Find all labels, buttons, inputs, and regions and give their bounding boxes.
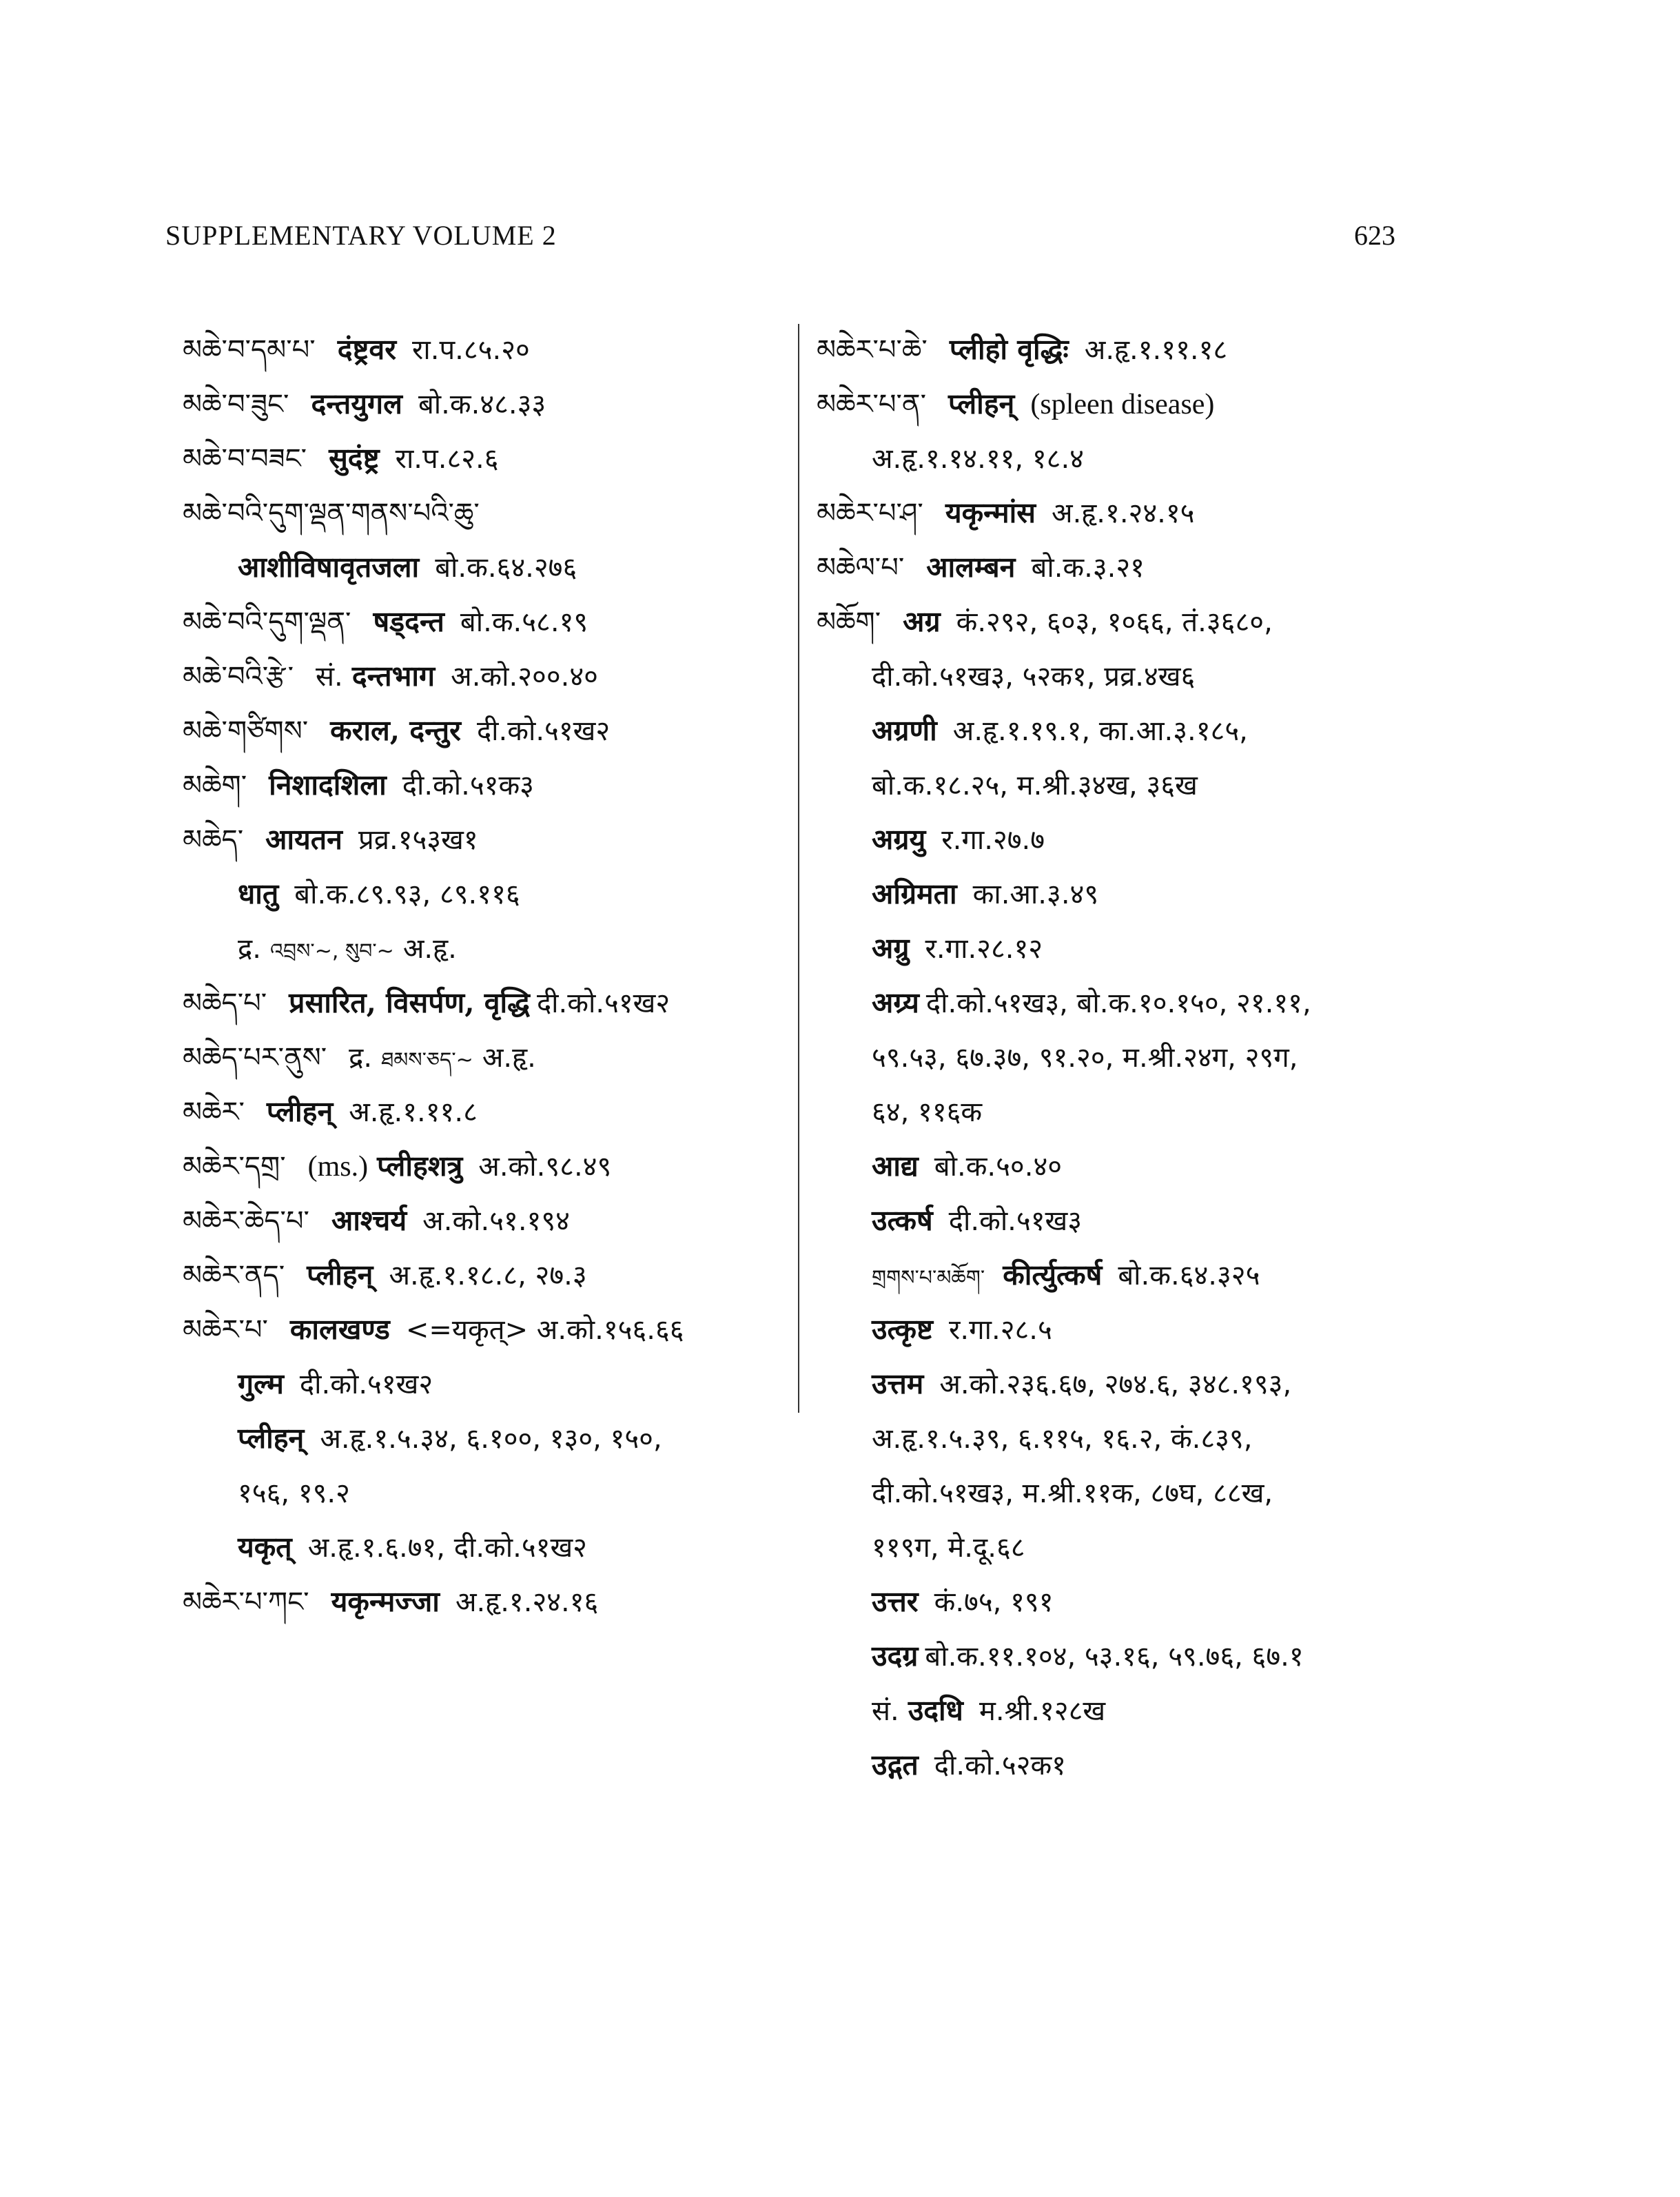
- tibetan-headword: མཆེ་བའི་རྩེ་: [183, 661, 294, 693]
- source-reference: रा.प.८२.६: [395, 443, 499, 475]
- entry: [817, 377, 1437, 431]
- source-reference: ११९ग, मे.दू.६८: [872, 1532, 1025, 1564]
- entry-continuation: [817, 649, 1437, 704]
- tibetan-headword: མཆེ་བའི་དུག་ལྡན་གནས་པའི་ཆུ་: [183, 498, 480, 529]
- entry-continuation: [817, 976, 1437, 1030]
- source-reference: प्रव्र.१५३ख१: [358, 824, 478, 856]
- source-reference: बो.क.३.२१: [1031, 552, 1145, 584]
- tibetan-headword: མཆེར་དགྲ་: [183, 1151, 286, 1183]
- entry-continuation: [817, 921, 1437, 976]
- source-reference: ६४, ११६क: [872, 1096, 983, 1128]
- entry-continuation: [183, 1411, 803, 1466]
- entry-continuation: [183, 540, 803, 595]
- source-reference: अ.हृ.१.१४.११, १८.४: [872, 443, 1084, 475]
- tibetan-crossref: ཐམས་ཅད་~: [381, 1048, 473, 1072]
- abbreviation: द्र.: [238, 933, 261, 965]
- source-reference: अ.हृ.: [482, 1042, 536, 1074]
- source-reference: दी.को.५१ख२: [299, 1369, 433, 1400]
- source-reference: र.गा.२८.१२: [925, 933, 1043, 965]
- source-reference: दी.को.५१ख३: [948, 1205, 1083, 1237]
- sanskrit-equivalent: अग्रिमता: [872, 877, 957, 910]
- entry-continuation: [817, 1684, 1437, 1738]
- page-number: 623: [1354, 220, 1395, 251]
- entry: [183, 323, 803, 377]
- tibetan-headword: མཆེད་པ་: [183, 988, 267, 1019]
- sanskrit-equivalent: अग्रु: [872, 932, 910, 965]
- source-reference: दी.को.५१क३: [402, 770, 534, 801]
- left-column: [183, 323, 803, 1629]
- sanskrit-equivalent: कालखण्ड: [289, 1313, 390, 1346]
- sanskrit-equivalent: प्लीहो वृद्धिः: [949, 333, 1069, 366]
- sanskrit-equivalent: आशीविषावृतजला: [238, 551, 420, 584]
- cross-reference: [183, 921, 803, 976]
- entry-continuation: [817, 1302, 1437, 1357]
- sanskrit-equivalent: उद्गत: [872, 1748, 919, 1781]
- entry: [183, 431, 803, 486]
- tibetan-headword: མཆེར་པ་: [183, 1314, 268, 1346]
- entry-continuation: [817, 1357, 1437, 1411]
- source-reference: बो.क.६४.२७६: [435, 552, 577, 584]
- entry-continuation: [817, 1248, 1437, 1302]
- sanskrit-equivalent: अग्र: [903, 605, 941, 638]
- source-reference: अ.हृ.१.६.७१, दी.को.५१ख२: [307, 1532, 587, 1564]
- entry-continuation: [817, 1629, 1437, 1684]
- tibetan-headword: མཆོག་: [817, 606, 881, 638]
- source-reference: दी.को.५१ख३, ५२क१, प्रव्र.४ख६: [872, 661, 1196, 693]
- source-reference: अ.हृ.१.११.८: [349, 1096, 478, 1128]
- sanskrit-equivalent: आलम्बन: [926, 551, 1016, 584]
- entry-continuation: [817, 1411, 1437, 1466]
- sanskrit-equivalent: दन्तयुगल: [311, 387, 402, 420]
- sanskrit-equivalent: प्लीहशत्रु: [377, 1149, 463, 1183]
- entry: [817, 595, 1437, 649]
- source-reference: ५९.५३, ६७.३७, ९१.२०, म.श्री.२४ग, २९ग,: [872, 1042, 1298, 1074]
- tibetan-compound: གྲགས་པ་མཆོག་: [872, 1266, 985, 1290]
- entry-continuation: [183, 867, 803, 921]
- entry-continuation: [817, 867, 1437, 921]
- source-reference: अ.को.२००.४०: [451, 661, 598, 693]
- source-reference: दी.को.५१ख२: [536, 988, 670, 1019]
- tibetan-headword: མཆེར་པ་ན་: [817, 389, 926, 420]
- source-reference: का.आ.३.४९: [972, 879, 1099, 910]
- abbreviation: सं.: [316, 661, 343, 693]
- source-reference: बो.क.११.१०४, ५३.१६, ५९.७६, ६७.१: [925, 1641, 1304, 1673]
- source-reference: अ.हृ.१.११.१८: [1084, 334, 1228, 366]
- manuscript-note: (ms.): [307, 1151, 369, 1183]
- entry-continuation: [817, 431, 1437, 486]
- tibetan-headword: མཆེ་གཙིགས་: [183, 715, 309, 747]
- sanskrit-equivalent: प्लीहन्: [948, 387, 1015, 420]
- source-reference: <=यकृत्> अ.को.१५६.६६: [405, 1314, 684, 1346]
- tibetan-headword: མཆེ་བའི་དུག་ལྡན་: [183, 606, 351, 638]
- tibetan-headword: མཆེལ་པ་: [817, 552, 905, 584]
- source-reference: अ.हृ.: [402, 933, 457, 965]
- tibetan-headword: མཆེད་: [183, 824, 244, 856]
- tibetan-headword: མཆེར་པ་ཀང་: [183, 1586, 309, 1618]
- tibetan-headword: མཆེག་: [183, 770, 247, 801]
- sanskrit-equivalent: दंष्ट्रवर: [337, 333, 396, 366]
- entry-continuation: [817, 1030, 1437, 1085]
- entry-continuation: [817, 1575, 1437, 1629]
- running-head: SUPPLEMENTARY VOLUME 2: [165, 220, 557, 251]
- source-reference: दी.को.५१ख३, बो.क.१०.१५०, २१.११,: [925, 988, 1311, 1019]
- entry-continuation: [817, 758, 1437, 813]
- entry: [183, 1085, 803, 1139]
- sanskrit-equivalent: यकृत्: [238, 1531, 292, 1564]
- entry-continuation: [183, 1520, 803, 1575]
- sanskrit-equivalent: दन्तभाग: [351, 660, 436, 693]
- sanskrit-equivalent: प्लीहन्: [266, 1095, 334, 1128]
- entry-continuation: [817, 1738, 1437, 1792]
- source-reference: बो.क.८९.९३, ८९.११६: [294, 879, 520, 910]
- tibetan-crossref: འབྲས་~, སུབ་~: [270, 939, 394, 963]
- sanskrit-equivalent: उदधि: [908, 1694, 963, 1727]
- entry-continuation: [817, 1466, 1437, 1520]
- source-reference: अ.हृ.१.२४.१६: [455, 1586, 599, 1618]
- sanskrit-equivalent: उदग्र: [872, 1639, 919, 1673]
- source-reference: बो.क.६४.३२५: [1118, 1260, 1260, 1291]
- entry: [183, 1302, 803, 1357]
- abbreviation: सं.: [872, 1695, 899, 1727]
- tibetan-headword: མཆེར་: [183, 1096, 245, 1128]
- entry-continuation: [817, 813, 1437, 867]
- sanskrit-equivalent: आश्चर्य: [331, 1204, 407, 1237]
- source-reference: र.गा.२७.७: [941, 824, 1045, 856]
- source-reference: अ.हृ.१.५.३४, ६.१००, १३०, १५०,: [320, 1423, 662, 1455]
- source-reference: अ.हृ.१.५.३९, ६.११५, १६.२, कं.८३९,: [872, 1423, 1253, 1455]
- entry-continuation: [817, 1194, 1437, 1248]
- entry-continuation: [817, 704, 1437, 758]
- sanskrit-equivalent: निशादशिला: [269, 768, 387, 801]
- entry: [183, 377, 803, 431]
- tibetan-headword: མཆེར་པ་ཆེ་: [817, 334, 928, 366]
- sanskrit-equivalent: यकृन्मांस: [945, 496, 1036, 529]
- entry: [817, 540, 1437, 595]
- sanskrit-equivalent: प्लीहन्: [238, 1422, 305, 1455]
- sanskrit-equivalent: अग्रणी: [872, 714, 937, 747]
- source-reference: अ.हृ.१.१८.८, २७.३: [389, 1260, 587, 1291]
- entry: [183, 1575, 803, 1629]
- sanskrit-equivalent: कराल, दन्तुर: [330, 714, 461, 747]
- source-reference: रा.प.८५.२०: [412, 334, 530, 366]
- right-column: [817, 323, 1437, 1792]
- source-reference: १५६, १९.२: [238, 1478, 350, 1509]
- english-gloss: (spleen disease): [1030, 389, 1215, 420]
- tibetan-headword: མཆེ་བ་བཟང་: [183, 443, 307, 475]
- source-reference: दी.को.५१ख३, म.श्री.११क, ८७घ, ८८ख,: [872, 1478, 1273, 1509]
- sanskrit-equivalent: षड्दन्त: [373, 605, 444, 638]
- source-reference: कं.२९२, ६०३, १०६६, तं.३६८०,: [956, 606, 1273, 638]
- source-reference: अ.को.९८.४९: [478, 1151, 612, 1183]
- entry: [183, 1030, 803, 1085]
- source-reference: बो.क.१८.२५, म.श्री.३४ख, ३६ख: [872, 770, 1198, 801]
- entry: [183, 595, 803, 649]
- sanskrit-equivalent: आद्य: [872, 1149, 919, 1183]
- tibetan-headword: མཆེ་བ་ཟུང་: [183, 389, 289, 420]
- entry: [183, 1139, 803, 1194]
- entry: [183, 1248, 803, 1302]
- source-reference: दी.को.५२क१: [934, 1750, 1066, 1781]
- sanskrit-equivalent: प्लीहन्: [307, 1258, 373, 1291]
- entry: [817, 486, 1437, 540]
- source-reference: म.श्री.१२८ख: [979, 1695, 1106, 1727]
- sanskrit-equivalent: उत्कर्ष: [872, 1204, 933, 1237]
- entry: [183, 813, 803, 867]
- sanskrit-equivalent: उत्कृष्ट: [872, 1313, 933, 1346]
- source-reference: बो.क.४८.३३: [418, 389, 546, 420]
- sanskrit-equivalent: उत्तर: [872, 1585, 919, 1618]
- tibetan-headword: མཆེར་ཆེད་པ་: [183, 1205, 309, 1237]
- entry-continuation: [817, 1139, 1437, 1194]
- source-reference: दी.को.५१ख२: [476, 715, 611, 747]
- entry: [183, 649, 803, 704]
- entry-continuation: [183, 1357, 803, 1411]
- sanskrit-equivalent: कीर्त्युत्कर्ष: [1003, 1258, 1103, 1291]
- entry-continuation: [817, 1520, 1437, 1575]
- entry: [183, 976, 803, 1030]
- entry: [183, 758, 803, 813]
- sanskrit-equivalent: उत्तम: [872, 1367, 924, 1400]
- source-reference: अ.को.५१.१९४: [422, 1205, 570, 1237]
- sanskrit-equivalent: आयतन: [265, 823, 342, 856]
- sanskrit-equivalent: गुल्म: [238, 1367, 284, 1400]
- source-reference: बो.क.५०.४०: [934, 1151, 1063, 1183]
- source-reference: अ.को.२३६.६७, २७४.६, ३४८.१९३,: [939, 1369, 1292, 1400]
- sanskrit-equivalent: सुदंष्ट्र: [329, 442, 380, 475]
- sanskrit-equivalent: धातु: [238, 877, 279, 910]
- source-reference: अ.हृ.१.२४.१५: [1052, 498, 1195, 529]
- tibetan-headword: མཆེད་པར་ནུས་: [183, 1042, 327, 1074]
- source-reference: कं.७५, १९१: [934, 1586, 1054, 1618]
- entry: [817, 323, 1437, 377]
- entry: [183, 1194, 803, 1248]
- sanskrit-equivalent: अग्र्य: [872, 986, 919, 1019]
- sanskrit-equivalent: अग्रयु: [872, 823, 926, 856]
- source-reference: अ.हृ.१.१९.१, का.आ.३.१८५,: [952, 715, 1248, 747]
- source-reference: र.गा.२८.५: [949, 1314, 1052, 1346]
- tibetan-headword: མཆེར་པ་ཤ་: [817, 498, 923, 529]
- tibetan-headword: མཆེ་བ་དམ་པ་: [183, 334, 316, 366]
- source-reference: बो.क.५८.१९: [460, 606, 588, 638]
- entry: [183, 704, 803, 758]
- entry: [183, 486, 803, 540]
- sanskrit-equivalent: प्रसारित, विसर्पण, वृद्धि: [289, 986, 530, 1019]
- entry-continuation: [817, 1085, 1437, 1139]
- sanskrit-equivalent: यकृन्मज्जा: [331, 1585, 440, 1618]
- abbreviation: द्र.: [349, 1042, 373, 1074]
- tibetan-headword: མཆེར་ནད་: [183, 1260, 285, 1291]
- entry-continuation: [183, 1466, 803, 1520]
